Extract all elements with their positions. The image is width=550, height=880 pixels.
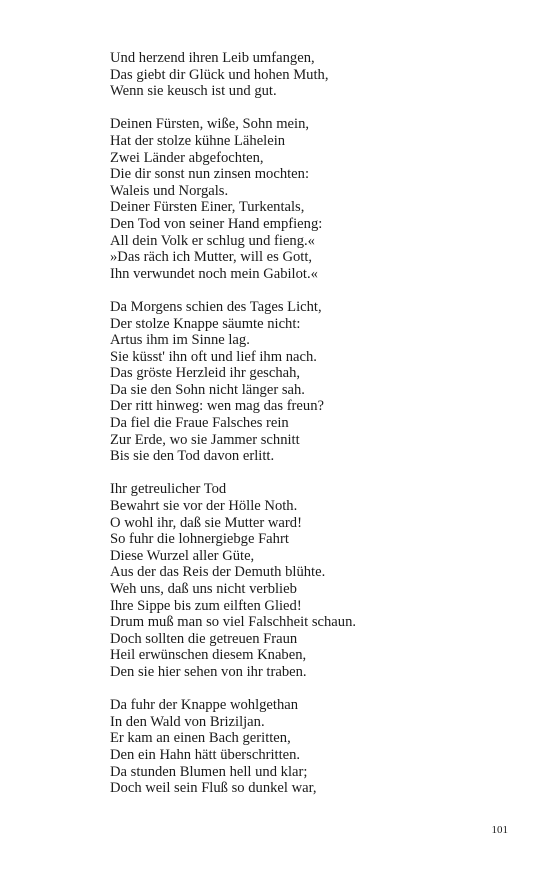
poem-line: Sie küsst' ihn oft und lief ihm nach. [110,348,317,365]
poem-line: Heil erwünschen diesem Knaben, [110,647,307,664]
page-number: 101 [491,824,508,836]
poem-line: Die dir sonst nun zinsen mochten: [110,166,310,183]
poem-line: Aus der das Reis der Demuth blühte. [110,564,326,581]
poem-line: Da Morgens schien des Tages Licht, [110,298,322,315]
stanza-5 [110,697,490,797]
poem-line: »Das räch ich Mutter, will es Gott, [110,249,313,266]
poem-line: Bis sie den Tod davon erlitt. [110,448,275,465]
poem-line: Deiner Fürsten Einer, Turkentals, [110,199,305,216]
poem-line: Da stunden Blumen hell und klar; [110,763,308,780]
poem-page [110,50,490,813]
stanza-4 [110,481,490,680]
poem-line: Doch sollten die getreuen Fraun [110,630,298,647]
poem-line: Da sie den Sohn nicht länger sah. [110,381,305,398]
poem-line: Diese Wurzel aller Güte, [110,547,255,564]
poem-line: Den sie hier sehen von ihr traben. [110,663,307,680]
poem-line: Bewahrt sie vor der Hölle Noth. [110,498,298,515]
poem-line: All dein Volk er schlug und fieng.« [110,232,315,249]
poem-line: Den Tod von seiner Hand empfieng: [110,215,323,232]
poem-line: Den ein Hahn hätt überschritten. [110,746,301,763]
poem-line: Ihn verwundet noch mein Gabilot.« [110,265,318,282]
stanza-1 [110,50,490,100]
stanza-3 [110,299,490,465]
poem-line: Zur Erde, wo sie Jammer schnitt [110,431,300,448]
poem-line: Und herzend ihren Leib umfangen, [110,50,315,66]
poem-line: Drum muß man so viel Falschheit schaun. [110,614,357,631]
poem-line: Ihre Sippe bis zum eilften Glied! [110,597,302,614]
poem-line: Der stolze Knappe säumte nicht: [110,315,301,332]
poem-line: So fuhr die lohnergiebge Fahrt [110,531,289,548]
poem-line: Waleis und Norgals. [110,182,229,199]
poem-line: Da fuhr der Knappe wohlgethan [110,697,299,714]
poem-line: Da fiel die Fraue Falsches rein [110,415,289,432]
poem-line: Artus ihm im Sinne lag. [110,332,250,349]
stanza-2 [110,116,490,282]
poem-line: O wohl ihr, daß sie Mutter ward! [110,514,302,531]
poem-line: Das gröste Herzleid ihr geschah, [110,365,301,382]
poem-line: Ihr getreulicher Tod [110,481,227,498]
poem-line: Deinen Fürsten, wiße, Sohn mein, [110,116,310,133]
poem-line: Weh uns, daß uns nicht verblieb [110,581,297,597]
poem-line: Er kam an einen Bach geritten, [110,730,291,747]
poem-line: Zwei Länder abgefochten, [110,149,264,166]
poem-line: Der ritt hinweg: wen mag das freun? [110,398,324,415]
poem-line: In den Wald von Briziljan. [110,713,265,730]
poem-line: Doch weil sein Fluß so dunkel war, [110,780,317,797]
poem-line: Wenn sie keusch ist und gut. [110,83,277,100]
poem-line: Das giebt dir Glück und hohen Muth, [110,66,329,83]
poem-line: Hat der stolze kühne Lähelein [110,132,286,149]
